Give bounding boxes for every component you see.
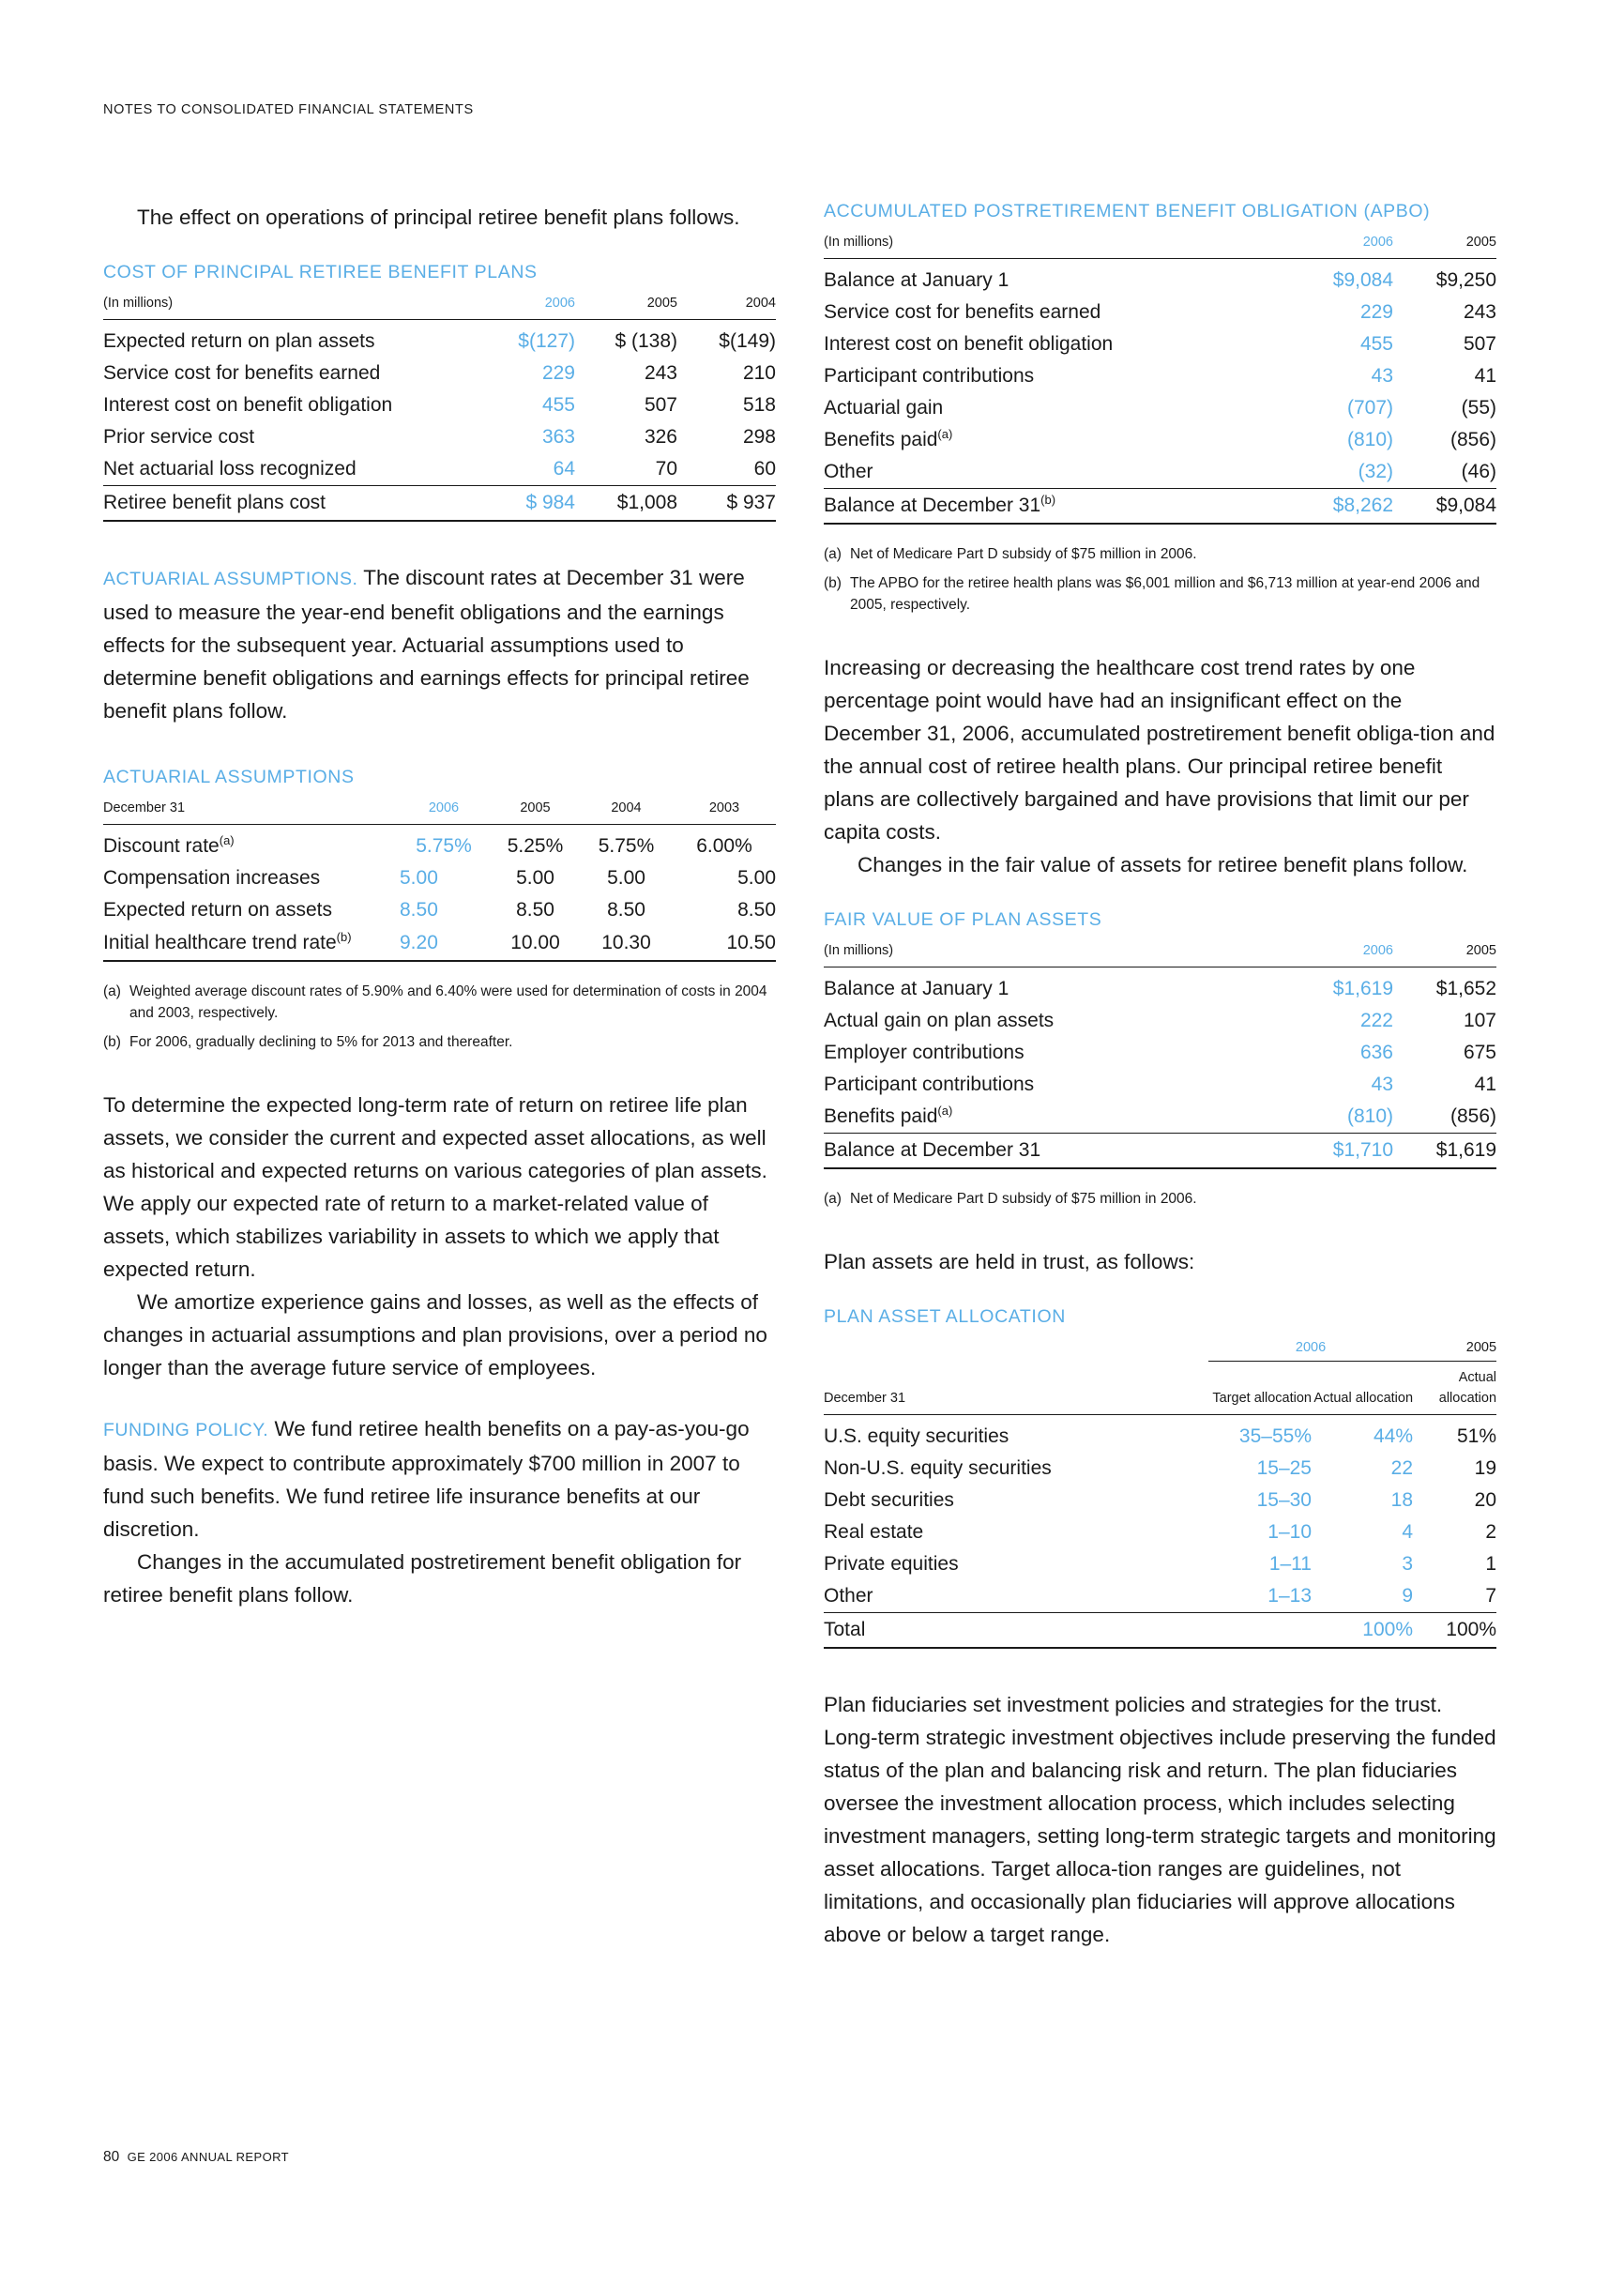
- table-row: [824, 1580, 1496, 1613]
- intro-paragraph: The effect on operations of principal retiree benefit plans follows.: [137, 206, 740, 229]
- allocation-table-title: PLAN ASSET ALLOCATION: [824, 1306, 1066, 1327]
- value-2005: (55): [1461, 397, 1496, 419]
- value-2006: 363: [541, 426, 575, 448]
- value-2006: 9.20: [397, 926, 491, 961]
- right-column: [824, 201, 1496, 1951]
- apbo-table-title: ACCUMULATED POSTRETIREMENT BENEFIT OBLIGATION (APBO): [824, 201, 1431, 221]
- table-row: [824, 297, 1496, 328]
- table-row: [824, 328, 1496, 360]
- footnote: (b) For 2006, gradually declining to 5% for 2013 and thereafter.: [103, 1034, 513, 1050]
- apbo-table: [824, 232, 1496, 525]
- table-row: [824, 392, 1496, 424]
- footnote: (a) Net of Medicare Part D subsidy of $75 million in 2006.: [824, 546, 1197, 562]
- table-row: [103, 358, 776, 389]
- value-2003: 8.50: [737, 899, 776, 921]
- row-label: Balance at January 1: [824, 978, 1009, 999]
- value-2004: $(149): [719, 330, 776, 352]
- table-row: [103, 421, 776, 453]
- fair-value-intro: Changes in the fair value of assets for retiree benefit plans follow.: [858, 853, 1468, 876]
- value-2005: 675: [1463, 1042, 1496, 1063]
- row-label: Benefits paid$^{(a)}$: [824, 427, 953, 450]
- row-label: Service cost for benefits earned: [824, 301, 1101, 323]
- value-2006: $1,710: [1303, 1134, 1393, 1169]
- page-number: 80: [103, 2149, 120, 2165]
- value-2006: (707): [1346, 397, 1393, 419]
- value-2003: 10.50: [673, 926, 776, 961]
- table-row: [824, 967, 1496, 1006]
- value-2005: (856): [1449, 429, 1496, 450]
- cost-table-title: COST OF PRINCIPAL RETIREE BENEFIT PLANS: [103, 262, 538, 282]
- table-row: [103, 926, 776, 961]
- actual-2006-value: 9: [1402, 1585, 1414, 1607]
- row-label: Other: [824, 1585, 873, 1607]
- value-2005: $ (138): [615, 330, 677, 352]
- value-2004: 5.75%: [598, 835, 655, 857]
- value-2004: 518: [742, 394, 776, 416]
- unit-label: (In millions): [824, 940, 1303, 967]
- actual-2006-value: 4: [1402, 1521, 1414, 1543]
- value-2005: $1,619: [1393, 1134, 1496, 1169]
- footnote-ref: (b): [336, 930, 352, 944]
- table-row: [103, 320, 776, 358]
- value-2003: 6.00%: [696, 835, 752, 857]
- amortize-paragraph: We amortize experience gains and losses, as well as the effects of changes in actuarial assumptions and plan provisions, over a period no longer than the average future service of employees.: [103, 1290, 767, 1379]
- year-header: 2005: [1393, 232, 1496, 259]
- value-2006: 455: [541, 394, 575, 416]
- actual-2006-value: 3: [1402, 1553, 1414, 1575]
- row-label: Balance at January 1: [824, 269, 1009, 291]
- value-2006: 64: [553, 458, 575, 480]
- value-2005: $9,084: [1393, 489, 1496, 525]
- footnote-ref: (b): [1040, 493, 1056, 507]
- value-2006: 455: [1359, 333, 1393, 355]
- row-label: Initial healthcare trend rate$^{(b)}$: [103, 926, 397, 961]
- actual-2005-value: 7: [1485, 1585, 1497, 1607]
- value-2004: 298: [742, 426, 776, 448]
- table-row: [824, 1037, 1496, 1069]
- table-row: [824, 259, 1496, 297]
- fair-value-table-title: FAIR VALUE OF PLAN ASSETS: [824, 909, 1102, 930]
- value-2006: $1,619: [1332, 978, 1393, 999]
- value-2006: $8,262: [1303, 489, 1393, 525]
- value-2005: 5.25%: [507, 835, 564, 857]
- row-label: Benefits paid$^{(a)}$: [824, 1104, 953, 1127]
- row-label: Actuarial gain: [824, 397, 944, 419]
- value-2004: $ 937: [677, 486, 776, 522]
- actual-2005-value: 2: [1485, 1521, 1497, 1543]
- value-2005: $9,250: [1435, 269, 1496, 291]
- value-2005: $1,008: [575, 486, 677, 522]
- group-header-2005: 2005: [1413, 1337, 1496, 1362]
- value-2005: 10.00: [491, 926, 580, 961]
- target-value: 1–10: [1267, 1521, 1312, 1543]
- row-label: Expected return on assets: [103, 899, 332, 921]
- actual-2005-value: 19: [1474, 1457, 1497, 1479]
- row-label: Private equities: [824, 1553, 959, 1575]
- value-2005: 5.00: [516, 867, 554, 889]
- value-2006: $ 984: [475, 486, 575, 522]
- actuarial-lead: ACTUARIAL ASSUMPTIONS.: [103, 569, 358, 589]
- total-row: [824, 489, 1496, 525]
- year-header: 2006: [397, 798, 491, 825]
- row-label: Discount rate$^{(a)}$: [103, 833, 235, 857]
- value-2005: 8.50: [516, 899, 554, 921]
- footnote-ref: (a): [937, 427, 953, 441]
- col-target-allocation: Target allocation: [1208, 1362, 1312, 1415]
- row-label: Service cost for benefits earned: [103, 362, 381, 384]
- return-paragraph: To determine the expected long-term rate of return on retiree life plan assets, we consider the current and expected asset allocations, as well as historical and expected returns on various categories of plan assets. We apply our expected rate of return to a market-related value of assets, which stabilizes variability in assets to which we apply that expected return.: [103, 1093, 767, 1281]
- actual-2005-value: 51%: [1456, 1425, 1497, 1447]
- value-2005: 70: [655, 458, 677, 480]
- value-2004: 8.50: [607, 899, 645, 921]
- value-2004: 60: [753, 458, 776, 480]
- actual-2005-value: 20: [1474, 1489, 1497, 1511]
- value-2006: 5.00: [400, 867, 438, 889]
- row-label: Interest cost on benefit obligation: [103, 394, 393, 416]
- footnote: (a) Net of Medicare Part D subsidy of $75 million in 2006.: [824, 1191, 1197, 1207]
- row-label: Participant contributions: [824, 365, 1035, 387]
- row-label: Non-U.S. equity securities: [824, 1457, 1052, 1479]
- unit-label: December 31: [824, 1362, 1208, 1415]
- running-head: NOTES TO CONSOLIDATED FINANCIAL STATEMENTS: [103, 102, 474, 117]
- row-label: Debt securities: [824, 1489, 954, 1511]
- row-label: Total: [824, 1613, 1208, 1649]
- year-header: 2003: [673, 798, 776, 825]
- row-label: Expected return on plan assets: [103, 330, 375, 352]
- row-label: Compensation increases: [103, 867, 321, 889]
- value-2004: 210: [742, 362, 776, 384]
- row-label: Employer contributions: [824, 1042, 1024, 1063]
- total-row: [824, 1134, 1496, 1169]
- table-row: [824, 1516, 1496, 1548]
- target-value: 35–55%: [1238, 1425, 1312, 1447]
- value-2005: (46): [1461, 461, 1496, 482]
- value-2005: 107: [1463, 1010, 1496, 1031]
- table-row: [824, 1485, 1496, 1516]
- actual-2006-value: 18: [1390, 1489, 1414, 1511]
- value-2004: 10.30: [580, 926, 673, 961]
- table-row: [824, 424, 1496, 456]
- cost-table: [103, 293, 776, 522]
- row-label: Other: [824, 461, 873, 482]
- actuarial-text: The discount rates at December 31 were used to measure the year-end benefit obligations and the earnings effects for the subsequent year. Actuarial assumptions used to determine benefit obligations and earnings effects for principal retiree benefit plans follow.: [103, 566, 750, 723]
- unit-label: December 31: [103, 798, 397, 825]
- trend-paragraph: Increasing or decreasing the healthcare cost trend rates by one percentage point would have had an insignificant effect on the December 31, 2006, accumulated postretirement benefit obliga-tion and the annual cost of retiree health plans. Our principal retiree benefit plans are collectively bargained and have provisions that limit our per capita costs.: [824, 656, 1495, 844]
- changes-paragraph: Changes in the accumulated postretirement benefit obligation for retiree benefit plans follow.: [103, 1550, 742, 1607]
- actual-2006-value: 100%: [1312, 1613, 1413, 1649]
- allocation-table: [824, 1337, 1496, 1649]
- row-label: U.S. equity securities: [824, 1425, 1009, 1447]
- value-2006: 636: [1359, 1042, 1393, 1063]
- value-2006: (32): [1358, 461, 1393, 482]
- actual-2006-value: 22: [1390, 1457, 1414, 1479]
- assumptions-table: [103, 798, 776, 962]
- value-2006: (810): [1346, 1105, 1393, 1127]
- year-header: 2004: [580, 798, 673, 825]
- footnote-ref: (a): [219, 833, 235, 847]
- group-header-2006: 2006: [1208, 1337, 1413, 1362]
- table-row: [103, 389, 776, 421]
- footnote-ref: (a): [937, 1104, 953, 1118]
- assumptions-table-title: ACTUARIAL ASSUMPTIONS: [103, 767, 355, 787]
- row-label: Real estate: [824, 1521, 924, 1543]
- funding-lead: FUNDING POLICY.: [103, 1420, 269, 1440]
- value-2005: $1,652: [1435, 978, 1496, 999]
- value-2006: 229: [1359, 301, 1393, 323]
- table-row: [103, 825, 776, 863]
- target-value: 15–30: [1256, 1489, 1312, 1511]
- row-label: Prior service cost: [103, 426, 255, 448]
- value-2005: 41: [1474, 1074, 1496, 1095]
- unit-label: (In millions): [824, 232, 1303, 259]
- year-header: 2006: [1303, 940, 1393, 967]
- value-2006: $(127): [518, 330, 575, 352]
- table-row: [824, 456, 1496, 489]
- target-value: 1–11: [1268, 1553, 1312, 1575]
- year-header: 2005: [1393, 940, 1496, 967]
- left-column: [103, 201, 776, 1611]
- year-header: 2006: [475, 293, 575, 320]
- total-row: [103, 486, 776, 522]
- value-2006: 222: [1359, 1010, 1393, 1031]
- value-2006: (810): [1346, 429, 1393, 450]
- target-value: 1–13: [1267, 1585, 1312, 1607]
- table-row: [824, 1548, 1496, 1580]
- value-2005: 326: [644, 426, 677, 448]
- year-header: 2005: [575, 293, 677, 320]
- trust-paragraph: Plan assets are held in trust, as follows:: [824, 1250, 1195, 1273]
- value-2005: 243: [1463, 301, 1496, 323]
- actual-2005-value: 100%: [1413, 1613, 1496, 1649]
- row-label: Interest cost on benefit obligation: [824, 333, 1114, 355]
- value-2005: (856): [1449, 1105, 1496, 1127]
- table-row: [824, 1101, 1496, 1134]
- table-row: [824, 1453, 1496, 1485]
- total-row: [824, 1613, 1496, 1649]
- fiduciary-paragraph: Plan fiduciaries set investment policies and strategies for the trust. Long-term strategic investment objectives include preserving the funded status of the plan and balancing risk and return. The plan fiduciaries oversee the investment allocation process, which includes selecting investment managers, setting long-term strategic targets and monitoring asset allocations. Target alloca-tion ranges are guidelines, not limitations, and occasionally plan fiduciaries will approve allocations above or below a target range.: [824, 1693, 1496, 1946]
- actuarial-paragraph: [103, 561, 776, 727]
- funding-text: We fund retiree health benefits on a pay-as-you-go basis. We expect to contribute approximately $700 million in 2007 to fund such benefits. We fund retiree life insurance benefits at our discretion.: [103, 1417, 750, 1541]
- table-row: [824, 1069, 1496, 1101]
- row-label: Net actuarial loss recognized: [103, 458, 357, 480]
- year-header: 2006: [1303, 232, 1393, 259]
- footnote: (b) The APBO for the retiree health plans was $6,001 million and $6,713 million at year-end 2006 and 2005, respectively.: [824, 575, 1480, 613]
- value-2006: $9,084: [1332, 269, 1393, 291]
- fair-value-table: [824, 940, 1496, 1169]
- value-2006: 5.75%: [416, 835, 472, 857]
- value-2004: 5.00: [607, 867, 645, 889]
- value-2006: 8.50: [400, 899, 438, 921]
- col-actual-allocation-2005: Actual allocation: [1413, 1362, 1496, 1415]
- row-label: Retiree benefit plans cost: [103, 486, 475, 522]
- value-2006: 43: [1371, 1074, 1393, 1095]
- funding-paragraph: [103, 1412, 776, 1546]
- unit-label: (In millions): [103, 293, 475, 320]
- value-2006: 43: [1371, 365, 1393, 387]
- table-row: [824, 1005, 1496, 1037]
- value-2006: 229: [541, 362, 575, 384]
- row-label: Balance at December 31$^{(b)}$: [824, 489, 1303, 525]
- report-name: GE 2006 ANNUAL REPORT: [127, 2150, 289, 2164]
- col-actual-allocation-2006: Actual allocation: [1312, 1362, 1413, 1415]
- table-row: [824, 360, 1496, 392]
- actual-2005-value: 1: [1485, 1553, 1497, 1575]
- footnote: (a) Weighted average discount rates of 5.90% and 6.40% were used for determination of costs in 2004 and 2003, respectively.: [103, 983, 767, 1021]
- row-label: Actual gain on plan assets: [824, 1010, 1055, 1031]
- actual-2006-value: 44%: [1373, 1425, 1414, 1447]
- table-row: [103, 894, 776, 926]
- value-2005: 243: [644, 362, 677, 384]
- year-header: 2005: [491, 798, 580, 825]
- value-2005: 41: [1474, 365, 1496, 387]
- value-2003: 5.00: [737, 867, 776, 889]
- value-2005: 507: [644, 394, 677, 416]
- row-label: Balance at December 31: [824, 1134, 1303, 1169]
- target-value: [1208, 1613, 1312, 1649]
- value-2005: 507: [1463, 333, 1496, 355]
- table-row: [103, 453, 776, 486]
- target-value: 15–25: [1256, 1457, 1312, 1479]
- row-label: Participant contributions: [824, 1074, 1035, 1095]
- table-row: [103, 862, 776, 894]
- table-row: [824, 1415, 1496, 1454]
- page-footer: [103, 2149, 289, 2166]
- year-header: 2004: [677, 293, 776, 320]
